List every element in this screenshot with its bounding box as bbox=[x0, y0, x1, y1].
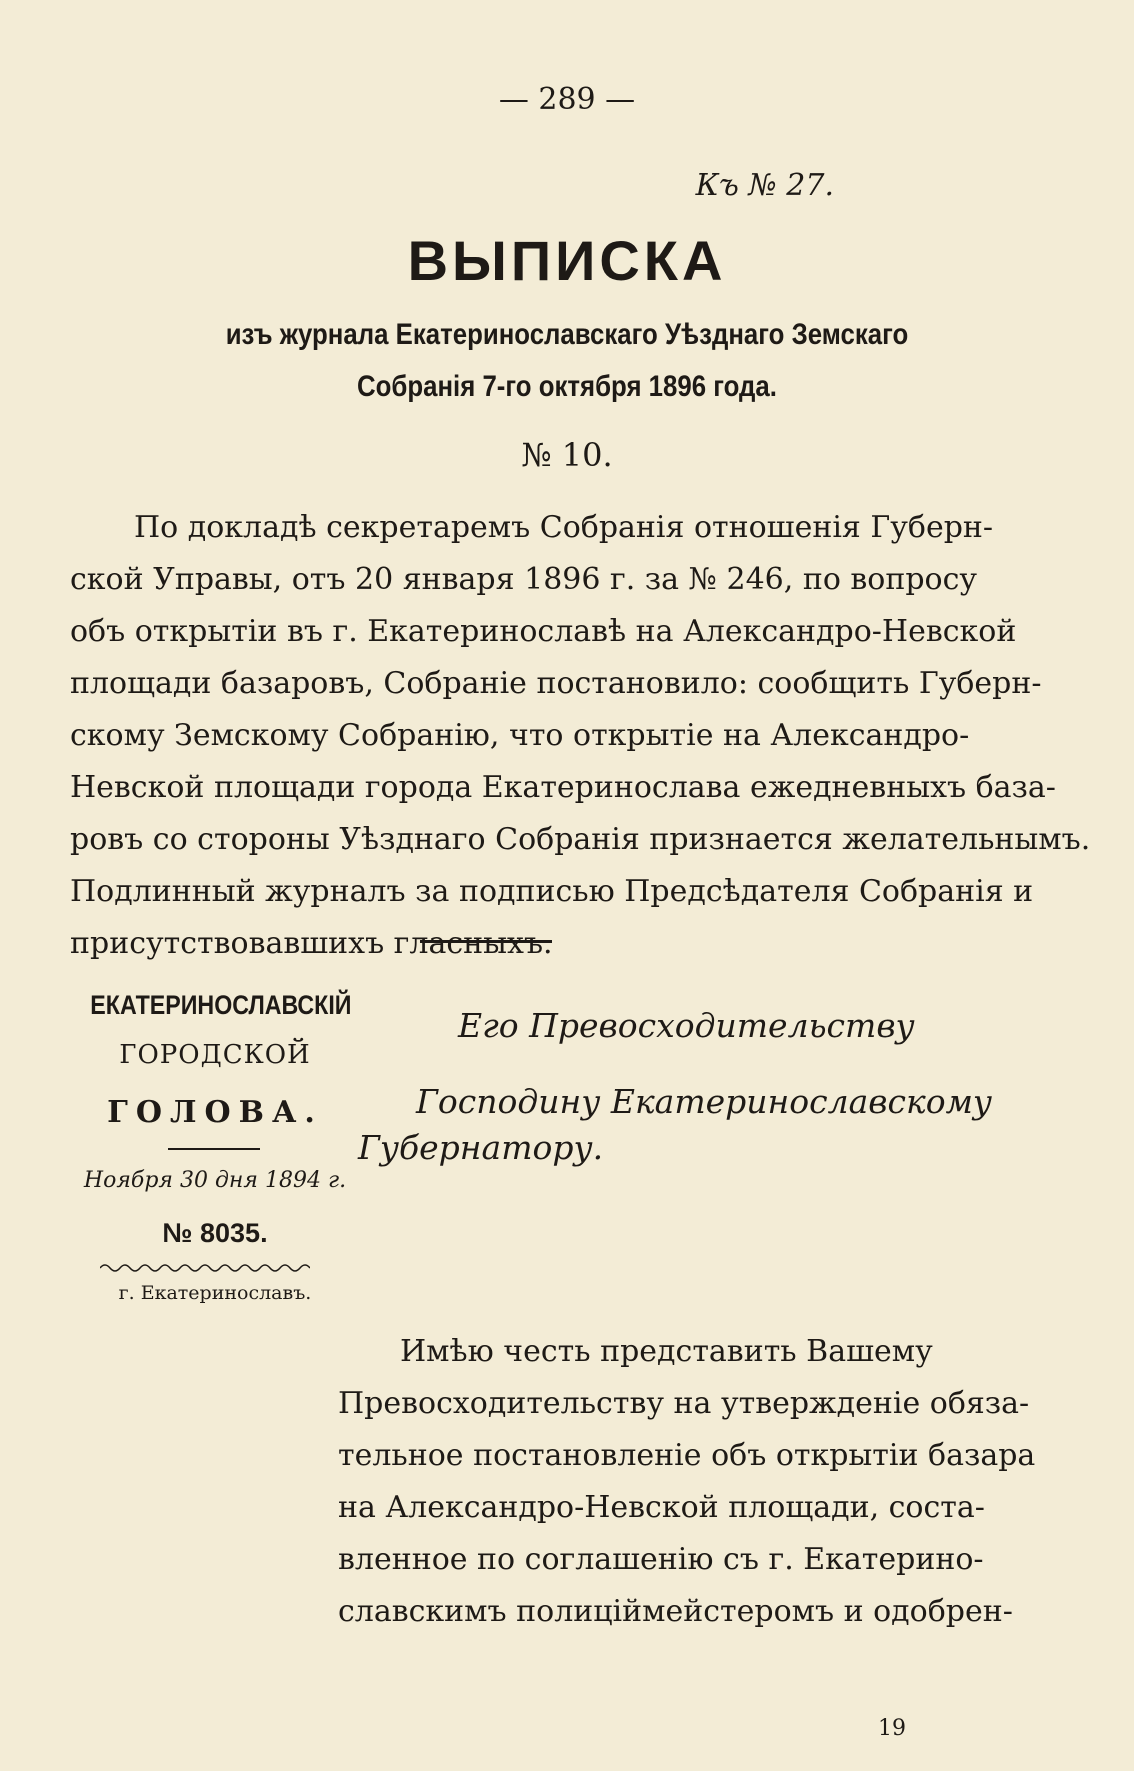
letter-line: Превосходительству на утвержденіе обяза- bbox=[338, 1386, 1030, 1421]
letter-line: на Александро-Невской площади, соста- bbox=[338, 1490, 985, 1525]
addressee-line: Губернатору. bbox=[358, 1128, 604, 1167]
letterhead-sub: ГОРОДСКОЙ bbox=[119, 1040, 311, 1070]
letterhead-rule bbox=[168, 1148, 260, 1150]
decision-number: № 10. bbox=[521, 436, 613, 474]
subtitle-line: Собранія 7-го октября 1896 года. bbox=[357, 370, 777, 403]
wavy-divider bbox=[100, 1262, 310, 1274]
reference-number: Къ № 27. bbox=[695, 168, 834, 203]
letter-line: славскимъ полиціймейстеромъ и одобрен- bbox=[338, 1594, 1013, 1629]
body-line: площади базаровъ, Собраніе постановило: сообщить Губерн- bbox=[70, 666, 1042, 701]
body-line: Невской площади города Екатеринослава ежедневныхъ база- bbox=[70, 770, 1056, 805]
letter-line: вленное по соглашенію съ г. Екатерино- bbox=[338, 1542, 984, 1577]
letterhead-number: № 8035. bbox=[162, 1218, 268, 1248]
letter-line: тельное постановленіе объ открытіи базара bbox=[338, 1438, 1036, 1473]
letterhead-name: ЕКАТЕРИНОСЛАВСКІЙ bbox=[90, 990, 352, 1020]
letterhead-date: Ноября 30 дня 1894 г. bbox=[83, 1168, 347, 1193]
signature-mark: 19 bbox=[878, 1716, 906, 1741]
letter-line: Имѣю честь представить Вашему bbox=[400, 1334, 933, 1369]
letterhead-place: г. Екатеринославъ. bbox=[118, 1282, 312, 1304]
body-line: По докладѣ секретаремъ Собранія отношенія Губерн- bbox=[134, 510, 994, 545]
letterhead-title: ГОЛОВА. bbox=[107, 1095, 323, 1130]
addressee-line: Его Превосходительству bbox=[458, 1006, 915, 1045]
section-divider bbox=[420, 940, 552, 943]
body-line: объ открытіи въ г. Екатеринославѣ на Александро-Невской bbox=[70, 614, 1017, 649]
subtitle-line: изъ журнала Екатеринославскаго Уѣзднаго Земскаго bbox=[225, 318, 909, 351]
addressee-line: Господину Екатеринославскому bbox=[416, 1082, 993, 1121]
body-line: Подлинный журналъ за подписью Предсѣдателя Собранія и bbox=[70, 874, 1034, 909]
body-line: скому Земскому Собранію, что открытіе на Александро- bbox=[70, 718, 970, 753]
body-line: ровъ со стороны Уѣзднаго Собранія признается желательнымъ. bbox=[70, 822, 1091, 857]
body-line: присутствовавшихъ гласныхъ. bbox=[70, 926, 553, 961]
page-number: — 289 — bbox=[498, 82, 636, 117]
document-title: ВЫПИСКА bbox=[407, 229, 727, 292]
body-line: ской Управы, отъ 20 января 1896 г. за № 246, по вопросу bbox=[70, 562, 978, 597]
